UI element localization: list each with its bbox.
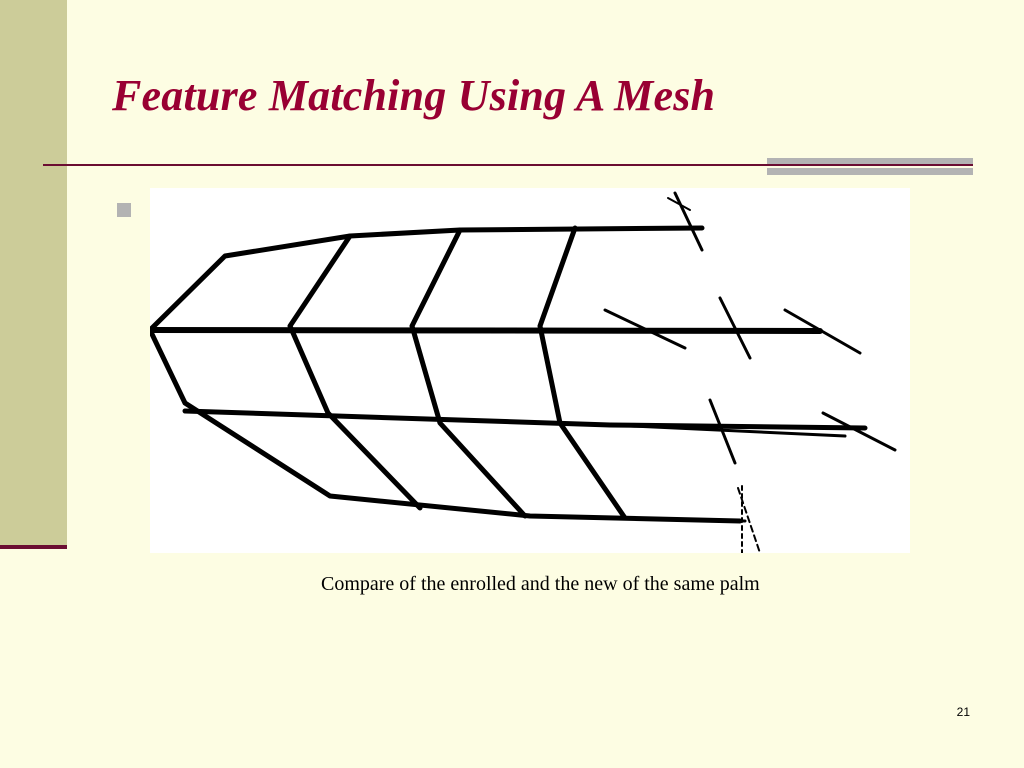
- mesh-horizontal-line: [185, 411, 865, 428]
- palm-mesh-drawing: [150, 188, 910, 553]
- sidebar-bottom-rule: [0, 545, 67, 549]
- slide-number: 21: [956, 705, 970, 719]
- mesh-vertical-line: [412, 230, 525, 516]
- mesh-vertical-line: [290, 236, 420, 508]
- square-bullet-icon: [117, 203, 131, 217]
- mesh-outline: [150, 228, 740, 521]
- slide-title: Feature Matching Using A Mesh: [112, 71, 716, 120]
- figure-caption: Compare of the enrolled and the new of the same palm: [321, 573, 760, 595]
- mesh-horizontal-line: [150, 330, 820, 331]
- title-rule: [43, 164, 973, 166]
- mesh-stroke: [823, 413, 895, 450]
- mesh-vertical-line: [540, 228, 625, 518]
- title-rule-accent: [767, 158, 973, 178]
- mesh-stroke: [675, 193, 702, 250]
- palm-mesh-figure: [150, 188, 910, 553]
- left-sidebar-bar: [0, 0, 67, 545]
